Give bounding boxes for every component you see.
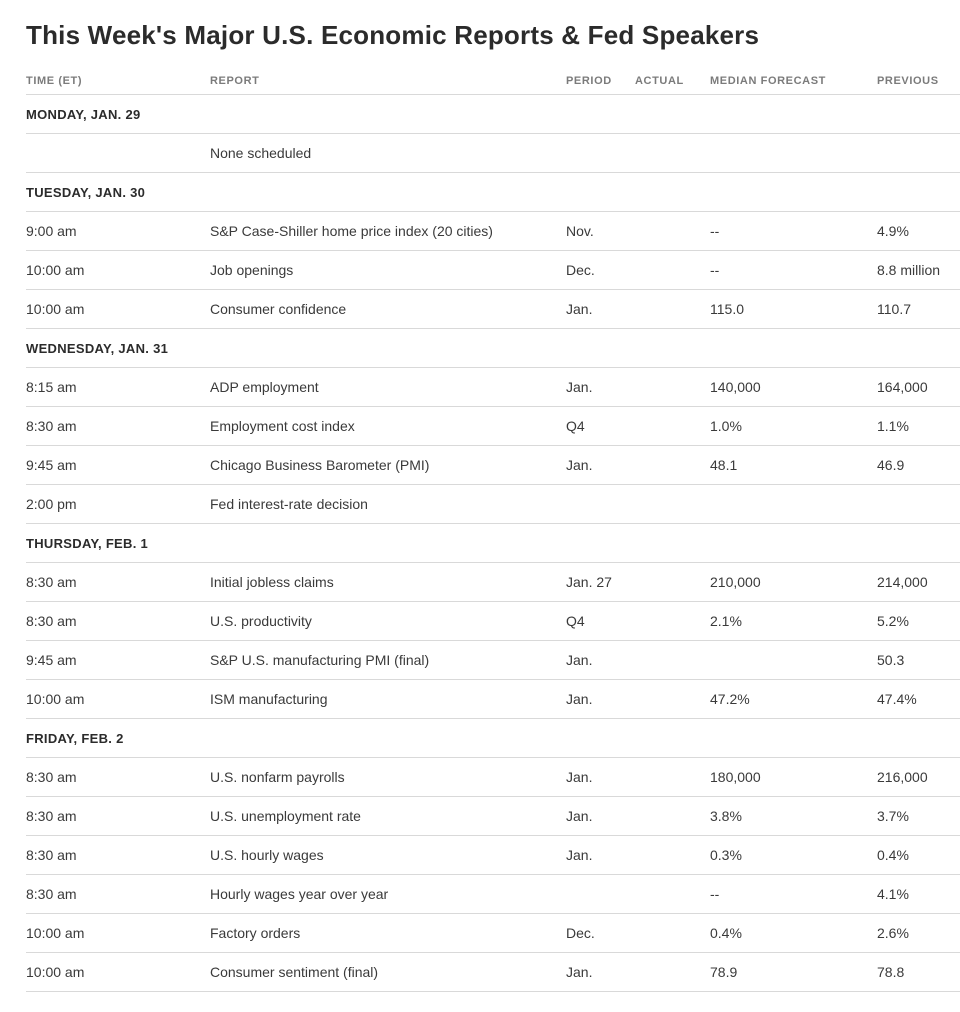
table-row: [26, 212, 960, 251]
cell-period: Jan.: [566, 301, 593, 317]
cell-previous: 216,000: [877, 769, 928, 785]
cell-period: Jan.: [566, 847, 593, 863]
cell-time: 10:00 am: [26, 925, 85, 941]
cell-forecast: 0.3%: [710, 847, 742, 863]
cell-previous: 2.6%: [877, 925, 909, 941]
table-row: [26, 251, 960, 290]
table-row: [26, 602, 960, 641]
cell-report: Employment cost index: [210, 418, 355, 434]
table-row: [26, 797, 960, 836]
cell-period: Q4: [566, 613, 585, 629]
cell-period: Nov.: [566, 223, 594, 239]
cell-forecast: --: [710, 262, 720, 278]
cell-period: Jan.: [566, 691, 593, 707]
cell-report: ISM manufacturing: [210, 691, 328, 707]
cell-period: Jan. 27: [566, 574, 612, 590]
cell-time: 8:30 am: [26, 886, 77, 902]
table-row: [26, 290, 960, 329]
cell-report: None scheduled: [210, 145, 312, 161]
cell-forecast: 2.1%: [710, 613, 742, 629]
day-header-thursday: THURSDAY, FEB. 1: [26, 524, 960, 563]
cell-previous: 214,000: [877, 574, 928, 590]
cell-period: Jan.: [566, 379, 593, 395]
column-header-time: TIME (ET): [26, 75, 83, 87]
cell-forecast: 180,000: [710, 769, 761, 785]
cell-report: Factory orders: [210, 925, 301, 941]
cell-previous: 3.7%: [877, 808, 909, 824]
table-row: [26, 485, 960, 524]
cell-previous: 110.7: [877, 301, 911, 317]
column-header-actual: ACTUAL: [635, 75, 684, 87]
cell-forecast: 140,000: [710, 379, 761, 395]
cell-previous: 1.1%: [877, 418, 909, 434]
cell-report: ADP employment: [210, 379, 319, 395]
cell-time: 10:00 am: [26, 691, 85, 707]
cell-report: Consumer sentiment (final): [210, 964, 379, 980]
table-row: [26, 758, 960, 797]
cell-forecast: 3.8%: [710, 808, 742, 824]
table-body: [26, 95, 960, 992]
cell-report: Initial jobless claims: [210, 574, 334, 590]
cell-period: Jan.: [566, 769, 593, 785]
cell-previous: 8.8 million: [877, 262, 941, 278]
table-row: [26, 680, 960, 719]
table-row: [26, 563, 960, 602]
day-header-tuesday: TUESDAY, JAN. 30: [26, 173, 960, 212]
cell-report: Job openings: [210, 262, 294, 278]
cell-previous: 4.1%: [877, 886, 909, 902]
cell-period: Jan.: [566, 964, 593, 980]
cell-previous: 5.2%: [877, 613, 909, 629]
cell-time: 9:45 am: [26, 457, 77, 473]
column-header-period: PERIOD: [566, 75, 612, 87]
table-row: [26, 446, 960, 485]
table-row: [26, 875, 960, 914]
column-header-median-forecast: MEDIAN FORECAST: [710, 75, 826, 87]
cell-report: U.S. hourly wages: [210, 847, 324, 863]
cell-report: U.S. unemployment rate: [210, 808, 361, 824]
cell-previous: 78.8: [877, 964, 905, 980]
economic-calendar-page: [0, 20, 960, 1012]
cell-time: 9:00 am: [26, 223, 77, 239]
table-header-row: [26, 50, 960, 95]
cell-period: Jan.: [566, 808, 593, 824]
day-header-monday: MONDAY, JAN. 29: [26, 95, 960, 134]
table-row: [26, 836, 960, 875]
table-row: [26, 134, 960, 173]
cell-time: 8:30 am: [26, 808, 77, 824]
cell-previous: 0.4%: [877, 847, 909, 863]
economic-reports-table: [26, 50, 960, 992]
cell-report: Chicago Business Barometer (PMI): [210, 457, 430, 473]
cell-forecast: 47.2%: [710, 691, 750, 707]
cell-forecast: --: [710, 886, 720, 902]
cell-period: Dec.: [566, 925, 595, 941]
cell-time: 10:00 am: [26, 262, 85, 278]
cell-previous: 46.9: [877, 457, 905, 473]
cell-period: Jan.: [566, 652, 593, 668]
table-row: [26, 407, 960, 446]
cell-time: 10:00 am: [26, 301, 85, 317]
cell-report: U.S. productivity: [210, 613, 312, 629]
day-header-wednesday: WEDNESDAY, JAN. 31: [26, 329, 960, 368]
cell-forecast: 115.0: [710, 301, 744, 317]
cell-forecast: 0.4%: [710, 925, 742, 941]
cell-time: 8:30 am: [26, 574, 77, 590]
cell-forecast: --: [710, 223, 720, 239]
cell-report: U.S. nonfarm payrolls: [210, 769, 345, 785]
cell-report: Hourly wages year over year: [210, 886, 389, 902]
day-header-friday: FRIDAY, FEB. 2: [26, 719, 960, 758]
table-row: [26, 914, 960, 953]
table-row: [26, 641, 960, 680]
cell-report: S&P Case-Shiller home price index (20 cities): [210, 223, 493, 239]
cell-report: Consumer confidence: [210, 301, 347, 317]
cell-time: 9:45 am: [26, 652, 77, 668]
cell-time: 8:15 am: [26, 379, 77, 395]
column-header-previous: PREVIOUS: [877, 75, 939, 87]
cell-time: 8:30 am: [26, 613, 77, 629]
cell-previous: 47.4%: [877, 691, 917, 707]
table-row: [26, 368, 960, 407]
cell-period: Jan.: [566, 457, 593, 473]
cell-time: 2:00 pm: [26, 496, 77, 512]
cell-previous: 50.3: [877, 652, 905, 668]
cell-forecast: 210,000: [710, 574, 761, 590]
cell-previous: 164,000: [877, 379, 928, 395]
cell-time: 8:30 am: [26, 418, 77, 434]
cell-report: Fed interest-rate decision: [210, 496, 368, 512]
cell-forecast: 48.1: [710, 457, 738, 473]
cell-period: Q4: [566, 418, 585, 434]
cell-previous: 4.9%: [877, 223, 909, 239]
table-row: [26, 953, 960, 992]
cell-period: Dec.: [566, 262, 595, 278]
cell-time: 8:30 am: [26, 847, 77, 863]
cell-forecast: 78.9: [710, 964, 738, 980]
cell-report: S&P U.S. manufacturing PMI (final): [210, 652, 430, 668]
cell-time: 8:30 am: [26, 769, 77, 785]
cell-forecast: 1.0%: [710, 418, 742, 434]
column-header-report: REPORT: [210, 75, 260, 87]
page-title: This Week's Major U.S. Economic Reports & Fed Speakers: [26, 20, 760, 50]
cell-time: 10:00 am: [26, 964, 85, 980]
